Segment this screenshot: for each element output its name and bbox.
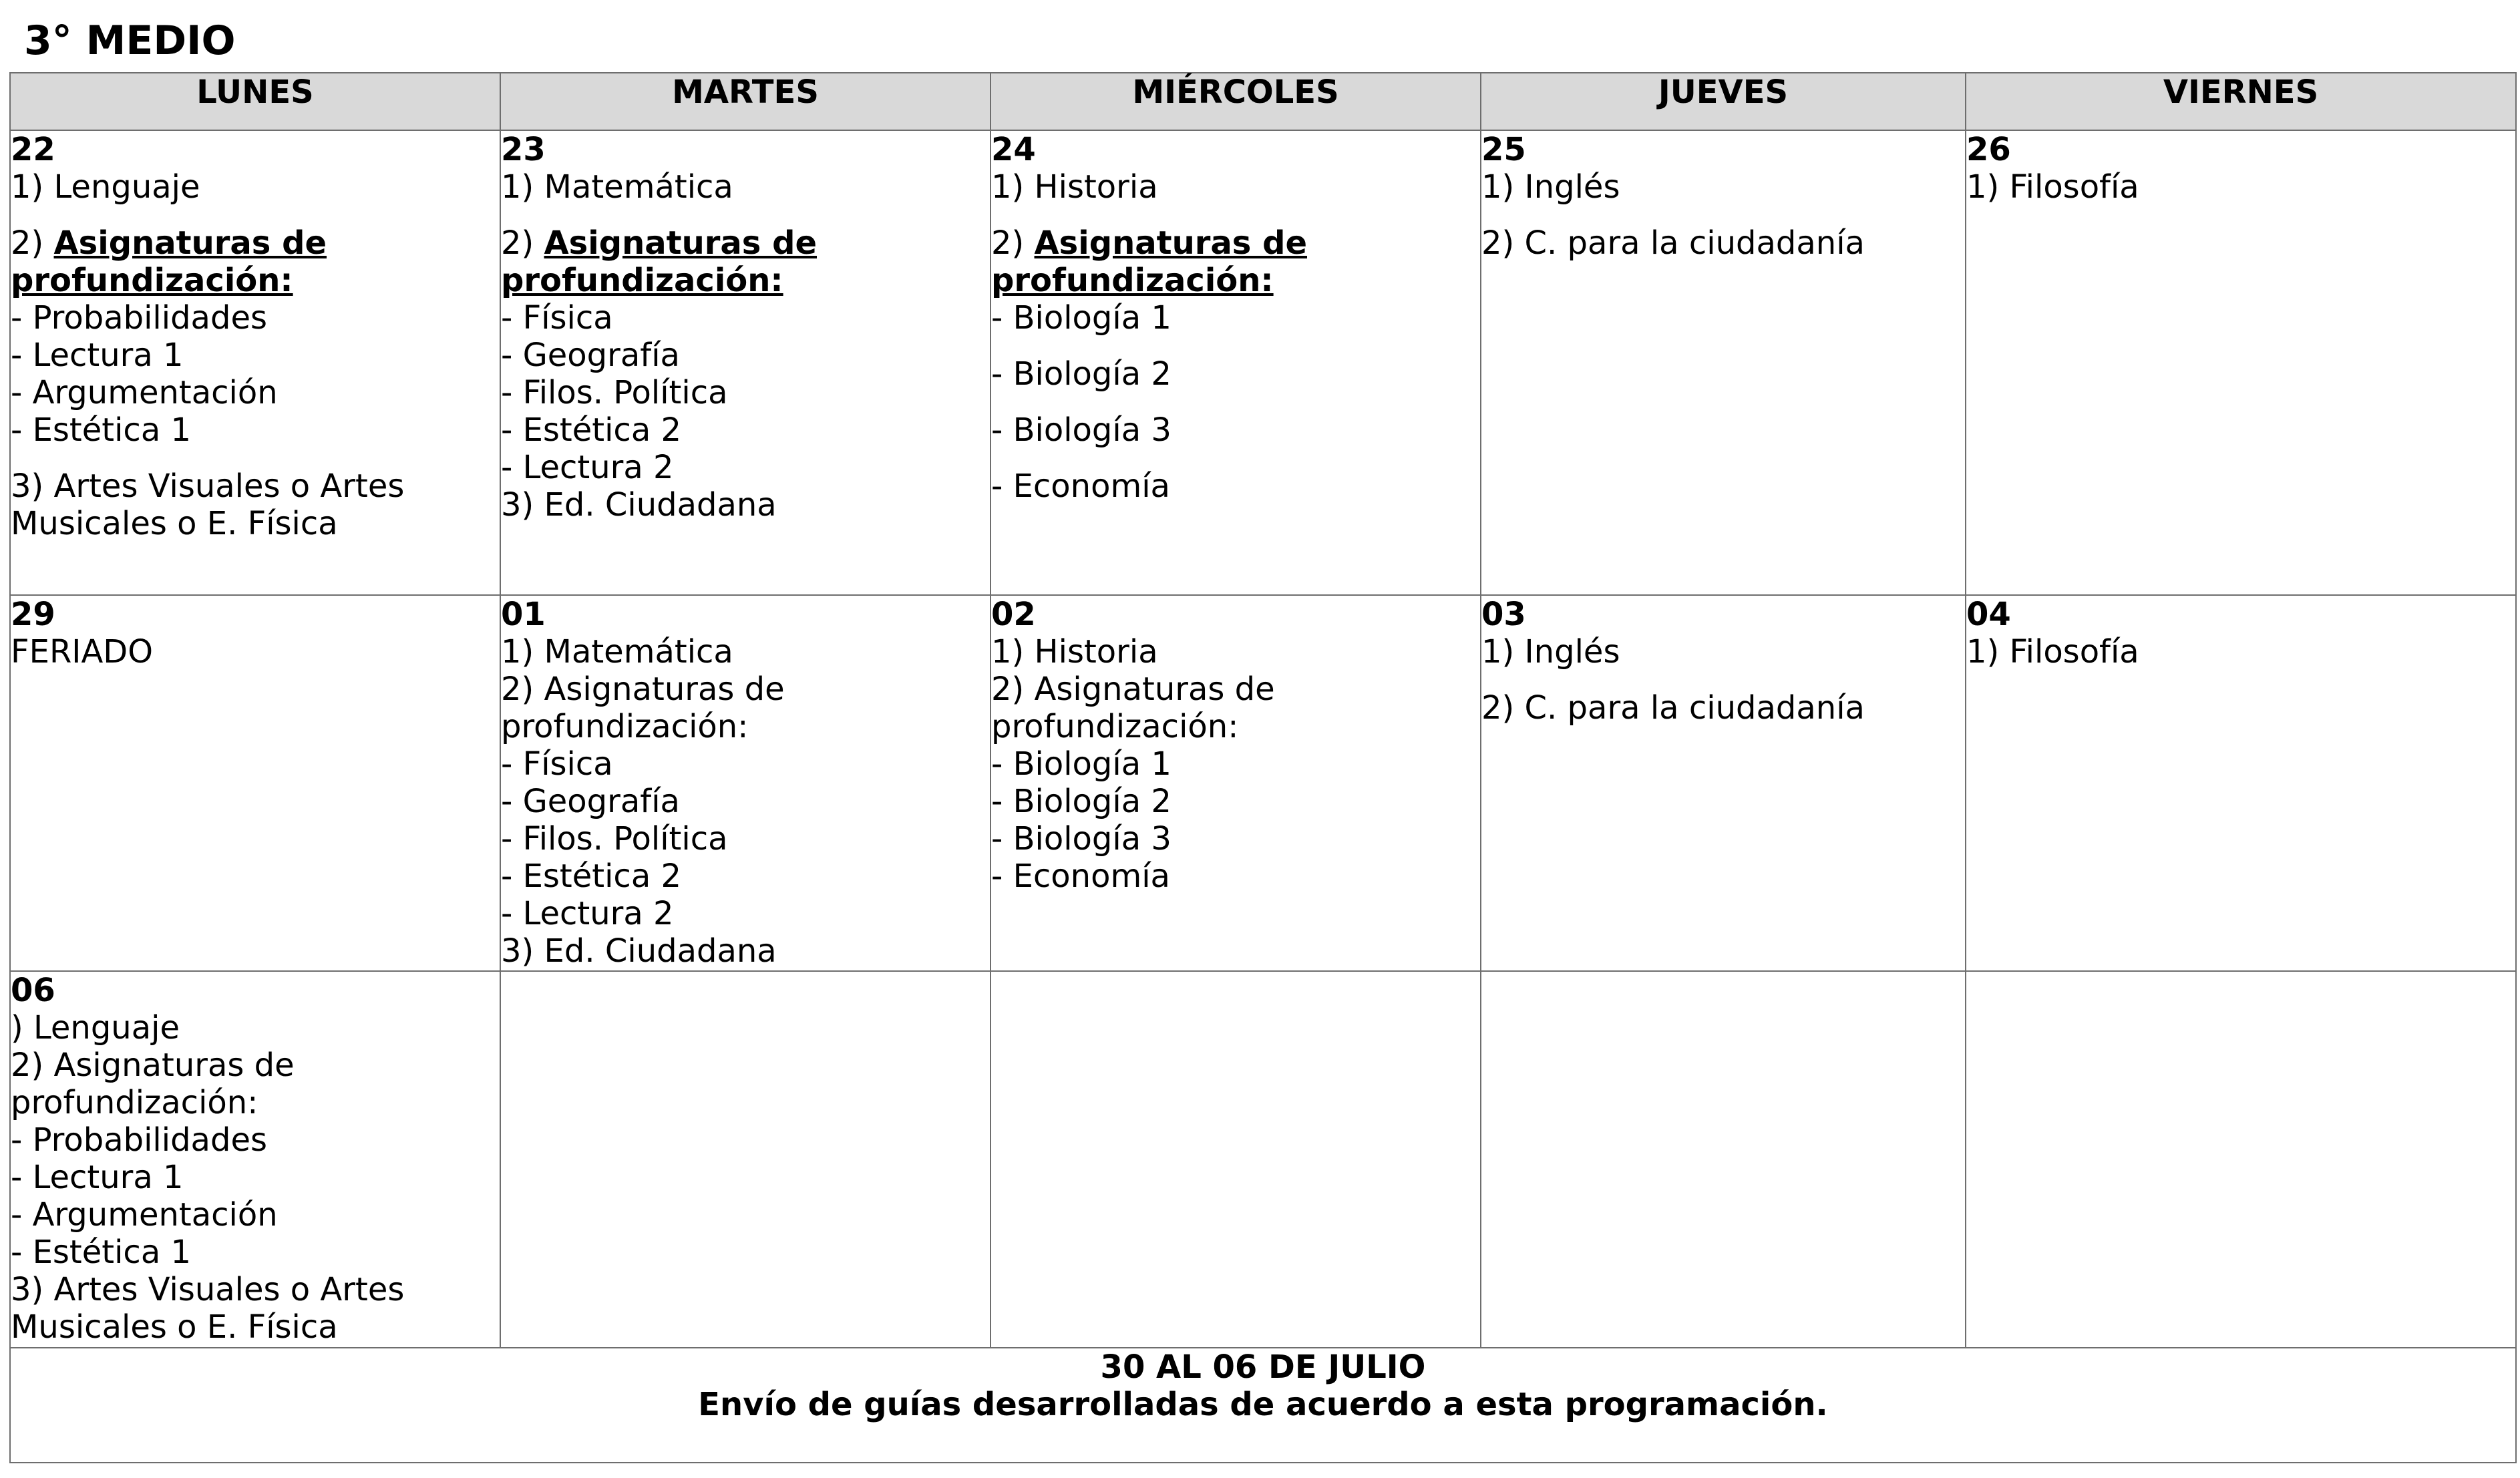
day-date: 29 [11, 595, 55, 633]
day-cell [500, 971, 991, 1348]
activity-line: - Lectura 1 [11, 337, 184, 374]
day-cell [500, 595, 991, 972]
activity-line: - Biología 2 [991, 355, 1172, 393]
activity-line: - Filos. Política [501, 819, 728, 858]
activity-line: 1) Inglés [1481, 168, 1620, 206]
header-viernes: VIERNES [1966, 73, 2516, 130]
activity-line [501, 224, 990, 299]
activity-number: 2) [991, 224, 1035, 262]
activity-line: - Biología 3 [991, 411, 1172, 449]
day-date: 26 [1966, 131, 2011, 168]
activity-line: - Biología 1 [991, 299, 1172, 337]
activity-line: - Lectura 2 [501, 894, 674, 932]
week-row [10, 595, 2516, 972]
day-cell [500, 130, 991, 595]
day-date: 22 [11, 131, 55, 168]
activity-line: - Geografía [501, 337, 680, 374]
activity-line: 3) Ed. Ciudadana [501, 932, 777, 970]
day-date: 24 [991, 131, 1036, 168]
activity-line: - Filos. Política [501, 374, 728, 411]
activity-line: - Probabilidades [11, 299, 267, 337]
activity-line: - Estética 2 [501, 411, 682, 449]
activity-heading: Asignaturas de profundización: [991, 224, 1307, 299]
activity-line: - Argumentación [11, 1196, 278, 1234]
day-cell [1966, 971, 2516, 1348]
activity-line: 1) Historia [991, 632, 1158, 671]
day-cell [991, 595, 1481, 972]
activity-line [991, 224, 1480, 299]
activity-line: 3) Artes Visuales o Artes Musicales o E. Física [11, 1271, 405, 1346]
footer-note: Envío de guías desarrolladas de acuerdo a esta programación. [698, 1386, 1828, 1423]
day-date: 01 [501, 595, 546, 633]
page-title: 3° MEDIO [24, 17, 236, 64]
activity-line: - Lectura 1 [11, 1159, 184, 1197]
activity-line: - Estética 2 [501, 857, 682, 895]
activity-line: 3) Ed. Ciudadana [501, 486, 777, 524]
day-cell [1481, 595, 1966, 972]
activity-line: ) Lenguaje [11, 1009, 180, 1047]
footer-row [10, 1348, 2516, 1463]
activity-line: - Física [501, 745, 613, 783]
activity-heading: Asignaturas de profundización: [501, 224, 817, 299]
day-cell [991, 130, 1481, 595]
activity-line: - Estética 1 [11, 1234, 192, 1272]
activity-heading: Asignaturas de profundización: [11, 224, 327, 299]
week-row [10, 130, 2516, 595]
header-miercoles: MIÉRCOLES [991, 73, 1481, 130]
activity-line: - Biología 1 [991, 745, 1172, 783]
day-date: 03 [1481, 595, 1526, 633]
activity-line: - Economía [991, 857, 1170, 895]
activity-line: - Lectura 2 [501, 449, 674, 486]
day-cell [1966, 595, 2516, 972]
header-martes: MARTES [500, 73, 991, 130]
day-date: 02 [991, 595, 1036, 633]
day-date: 23 [501, 131, 546, 168]
day-cell [10, 971, 500, 1348]
activity-line: 1) Lenguaje [11, 168, 200, 206]
activity-line: - Estética 1 [11, 411, 192, 449]
activity-line: 1) Inglés [1481, 632, 1620, 671]
day-cell [1481, 971, 1966, 1348]
footer-date-range: 30 AL 06 DE JULIO [1100, 1348, 1426, 1386]
day-cell [991, 971, 1481, 1348]
footer-cell [10, 1348, 2516, 1463]
activity-line: 2) C. para la ciudadanía [1481, 224, 1865, 262]
day-cell [10, 595, 500, 972]
activity-line: - Biología 3 [991, 819, 1172, 858]
activity-line: 1) Matemática [501, 168, 733, 206]
activity-line: 1) Historia [991, 168, 1158, 206]
activity-number: 2) [11, 224, 54, 262]
day-date: 25 [1481, 131, 1526, 168]
day-cell [1481, 130, 1966, 595]
activity-line: 2) Asignaturas de profundización: [11, 1047, 295, 1122]
activity-line: - Argumentación [11, 374, 278, 411]
activity-line: - Economía [991, 468, 1170, 505]
activity-line: 1) Matemática [501, 632, 733, 671]
day-cell [1966, 130, 2516, 595]
activity-line: 2) Asignaturas de profundización: [991, 670, 1275, 745]
schedule-table [9, 72, 2517, 1463]
week-row [10, 971, 2516, 1348]
activity-line: 2) C. para la ciudadanía [1481, 689, 1865, 727]
day-date: 04 [1966, 595, 2011, 633]
day-date: 06 [11, 972, 55, 1010]
activity-line: - Física [501, 299, 613, 337]
activity-line: - Biología 2 [991, 782, 1172, 820]
activity-line: 1) Filosofía [1966, 632, 2139, 671]
activity-line [11, 224, 500, 299]
header-row [10, 73, 2516, 130]
activity-line: 1) Filosofía [1966, 168, 2139, 206]
activity-number: 2) [501, 224, 544, 262]
activity-line: - Probabilidades [11, 1121, 267, 1159]
activity-line: FERIADO [11, 632, 154, 671]
header-jueves: JUEVES [1481, 73, 1966, 130]
activity-line: - Geografía [501, 782, 680, 820]
header-lunes: LUNES [10, 73, 500, 130]
activity-line: 3) Artes Visuales o Artes Musicales o E. Física [11, 468, 405, 542]
day-cell [10, 130, 500, 595]
activity-line: 2) Asignaturas de profundización: [501, 670, 785, 745]
